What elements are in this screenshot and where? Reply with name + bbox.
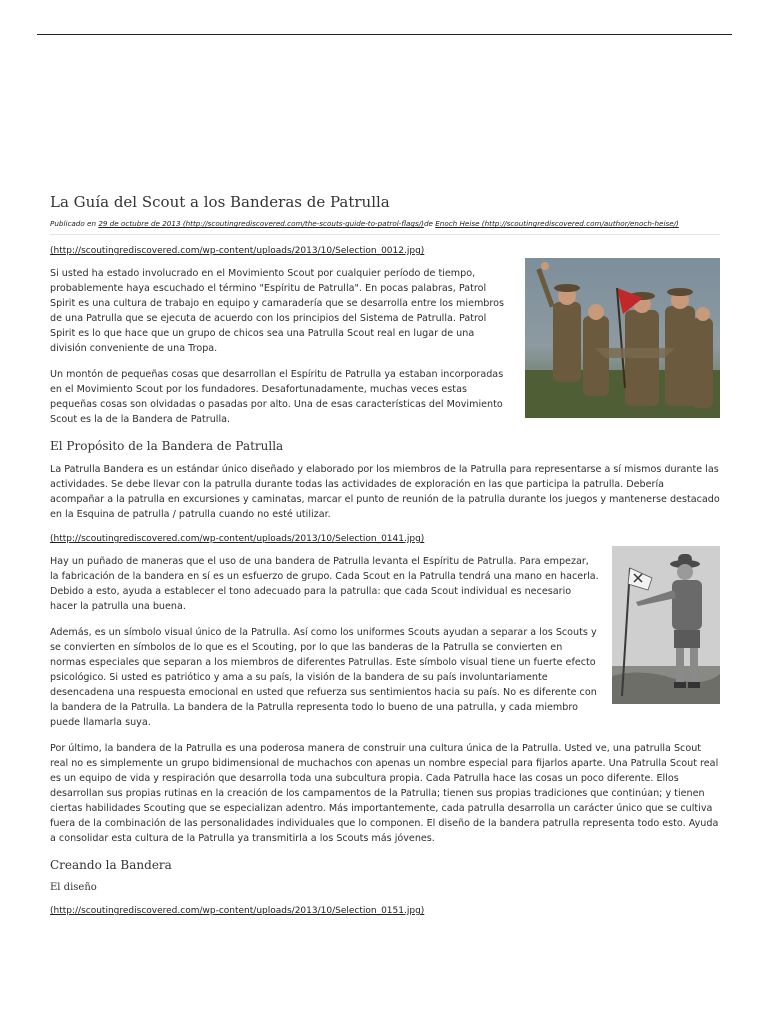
paragraph-3: La Patrulla Bandera es un estándar único diseñado y elaborado por los miembros de la Patrulla para representarse a sí mismos durante las actividades. Se debe llevar con la patrulla durante todas las actividades de exploración en las que participa la patrulla. Debería acompañar a la patrulla en excursiones y caminatas, marcar el punto de reunión de la patrulla durante los juegos y mantenerse destacado en la Esquina de patrulla / patrulla cuando no esté utilizar. [50, 464, 720, 520]
author-link[interactable]: Enoch Heise (http://scoutingrediscovered.com/author/enoch-heise/) [435, 219, 679, 228]
section-heading-creating: Creando la Bandera [50, 858, 172, 872]
scout-with-flag-photo[interactable] [612, 546, 720, 704]
paragraph-1: Si usted ha estado involucrado en el Movimiento Scout por cualquier período de tiempo, probablemente haya escuchado el término "Espíritu de Patrulla". En pocas palabras, Patrol Spirit es una cultura de trabajo en equipo y camaradería que se desarrolla entre los miembros de una Patrulla que se ejecuta de acuerdo con los principios del Sistema de Patrulla. Patrol Spirit es lo que hace que un grupo de chicos sea una Patrulla Scout real en lugar de una división conveniente de una Tropa. [50, 268, 505, 354]
byline-by: de [423, 219, 436, 228]
paragraph-5: Además, es un símbolo visual único de la Patrulla. Así como los uniformes Scouts ayudan a separar a los Scouts y se convierten en símbolos de lo que es el Scouting, por lo que las banderas de la Patrulla se convierten en normas especiales que separan a los miembros de diferentes Patrullas. Este símbolo visual tiene un fuerte efecto psicológico. Si usted es patriótico y ama a su país, la visión de la bandera de su país involuntariamente desencadena una respuesta emocional en usted que refuerza sus sentimientos hacia su país. No es diferente con la bandera de la Patrulla. La bandera de la Patrulla representa todo lo bueno de una patrulla, y cada miembro puede llamarla suya. [50, 627, 597, 728]
byline [50, 218, 720, 235]
page-title: La Guía del Scout a los Banderas de Patrulla [50, 193, 390, 211]
byline-prefix: Publicado en [50, 219, 99, 228]
top-divider [37, 34, 732, 35]
image-link-3[interactable]: (http://scoutingrediscovered.com/wp-content/uploads/2013/10/Selection_0151.jpg) [50, 906, 425, 916]
scouts-group-photo[interactable] [525, 258, 720, 418]
paragraph-2: Un montón de pequeñas cosas que desarrollan el Espíritu de Patrulla ya estaban incorporadas en el Movimiento Scout por los fundadores. Desafortunadamente, muchas veces estas pequeñas cosas son olvidadas o pasadas por alto. Una de esas características del Movimiento Scout es la de la Bandera de Patrulla. [50, 369, 504, 425]
date-link[interactable]: 29 de octubre de 2013 (http://scoutingrediscovered.com/the-scouts-guide-to-patrol-flags/) [98, 219, 424, 228]
article [50, 192, 720, 926]
paragraph-6: Por último, la bandera de la Patrulla es una poderosa manera de construir una cultura única de la Patrulla. Usted ve, una patrulla Scout real no es simplemente un grupo bidimensional de muchachos con apenas un nombre especial para fijarlos aparte. Una Patrulla Scout real es un equipo de vida y respiración que desarrolla toda una subcultura propia. Cada Patrulla hace las cosas un poco diferente. Ellos desarrollan sus propias rutinas en la creación de los campamentos de la Patrulla; tienen sus propias tradiciones que continúan; y tienen ciertas habilidades Scouting que se especializan adentro. Más importantemente, cada patrulla desarrolla un carácter único que se cultiva fuera de la combinación de las personalidades individuales que lo componen. El diseño de la bandera patrulla representa todo esto. Ayuda a consolidar esta cultura de la Patrulla ya transmitirla a los Scouts más jóvenes. [50, 743, 719, 844]
subsection-heading-design: El diseño [50, 882, 97, 893]
paragraph-4: Hay un puñado de maneras que el uso de una bandera de Patrulla levanta el Espíritu de Patrulla. Para empezar, la fabricación de la bandera en sí es un esfuerzo de grupo. Cada Scout en la Patrulla tendrá una mano en hacerla. Debido a esto, ayuda a establecer el tono adecuado para la patrulla: que cada Scout individual es necesario hacer la patrulla una buena. [50, 556, 599, 612]
section-heading-purpose: El Propósito de la Bandera de Patrulla [50, 439, 284, 453]
image-link-2[interactable]: (http://scoutingrediscovered.com/wp-content/uploads/2013/10/Selection_0141.jpg) [50, 534, 425, 544]
image-link-1[interactable]: (http://scoutingrediscovered.com/wp-content/uploads/2013/10/Selection_0012.jpg) [50, 246, 425, 256]
